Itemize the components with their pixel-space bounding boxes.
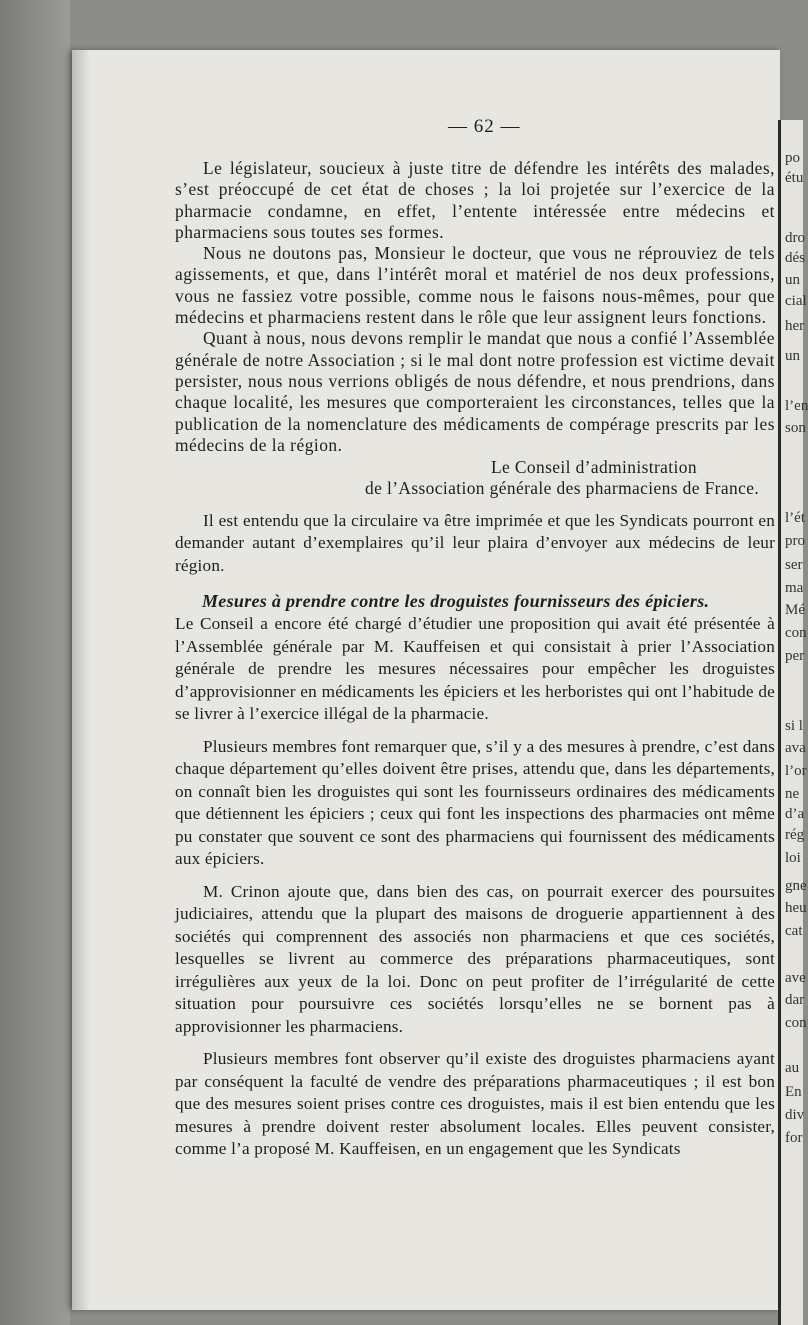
adjacent-fragment: con xyxy=(785,1015,807,1031)
adjacent-fragment: étu xyxy=(785,170,804,186)
adjacent-fragment: rég xyxy=(785,827,805,843)
adjacent-fragment: cial xyxy=(785,293,807,309)
adjacent-fragment: l’or xyxy=(785,763,807,779)
adjacent-fragment: un xyxy=(785,272,800,288)
adjacent-fragment: gne xyxy=(785,878,807,894)
adjacent-fragment: loi xyxy=(785,850,801,866)
scan-background-left xyxy=(0,0,70,1325)
adjacent-fragment: dro xyxy=(785,230,805,246)
adjacent-fragment: her xyxy=(785,318,805,334)
adjacent-fragment: dar xyxy=(785,992,805,1008)
adjacent-fragment: pro xyxy=(785,533,805,549)
adjacent-fragment: ave xyxy=(785,970,806,986)
adjacent-fragment: heu xyxy=(785,900,807,916)
adjacent-fragment: ser xyxy=(785,557,803,573)
spacer xyxy=(175,500,775,510)
adjacent-fragment: si l xyxy=(785,718,803,734)
paragraph: Le Conseil a encore été chargé d’étudier une proposition qui avait été présentée à l’Assemblée générale par M. Kauffeisen et qui consistait à prier l’Association générale de prendre les mesures nécessaires pour empêcher les droguistes d’approvisionner en médicaments les épiciers et les herboristes qui ont l’habitude de se livrer à l’exercice illégal de la pharmacie. xyxy=(175,614,775,724)
paragraph: Quant à nous, nous devons remplir le mandat que nous a confié l’Assemblée générale de notre Association ; si le mal dont notre profession est victime devait persister, nous nous verrions obligés de nous défendre, et nous prendrions, dans chaque localité, les mesures que comporteraient les circonstances, telles que la publication de la nomenclature des médicaments de compérage prescrits par les médecins de la région. xyxy=(175,328,775,455)
page-gutter-shadow xyxy=(72,50,90,1310)
adjacent-fragment: son xyxy=(785,420,806,436)
page-number: — 62 — xyxy=(448,116,521,137)
spacer xyxy=(175,726,775,736)
adjacent-fragment: con xyxy=(785,625,807,641)
adjacent-fragment: per xyxy=(785,648,805,664)
adjacent-fragment: ava xyxy=(785,740,806,756)
section-heading: Mesures à prendre contre les droguistes fournisseurs des épiciers. xyxy=(202,591,710,612)
adjacent-fragment: for xyxy=(785,1130,803,1146)
adjacent-fragment: Mé xyxy=(785,602,805,618)
adjacent-fragment: un xyxy=(785,348,800,364)
adjacent-fragment: l’en xyxy=(785,398,808,414)
signature-line: Le Conseil d’administration xyxy=(491,457,697,478)
adjacent-fragment: l’ét xyxy=(785,510,805,526)
adjacent-fragment: cat xyxy=(785,923,803,939)
paragraph: M. Crinon ajoute que, dans bien des cas, on pourrait exercer des poursuites judiciaires, attendu que la plupart des maisons de droguerie appartiennent à des sociétés qui comprennent des associés non pharmaciens et que ces sociétés, lesquelles se livrent au commerce des préparations pharmaceutiques, sont irrégulières aux yeux de la loi. Donc on peut profiter de l’irrégularité de cette situation pour poursuivre ces sociétés lorsqu’elles ne se bornent pas à approvisionner les pharmaciens. xyxy=(175,881,775,1036)
signature-line: de l’Association générale des pharmaciens de France. xyxy=(365,478,760,499)
spacer xyxy=(175,1038,775,1048)
adjacent-fragment: En xyxy=(785,1084,802,1100)
adjacent-fragment: po xyxy=(785,150,800,166)
adjacent-fragment: ne xyxy=(785,786,800,802)
paragraph: Nous ne doutons pas, Monsieur le docteur, que vous ne réprouviez de tels agissements, et que, dans l’intérêt moral et matériel de nos deux professions, vous ne fassiez votre possible, comme nous le faisons nous-mêmes, pour que médecins et pharmaciens restent dans le rôle que leur assignent leurs fonctions. xyxy=(175,243,775,328)
adjacent-fragment: ma xyxy=(785,580,804,596)
paragraph: Il est entendu que la circulaire va être imprimée et que les Syndicats pourront en demander autant d’exemplaires qu’il leur plaira d’envoyer aux médecins de leur région. xyxy=(175,510,775,575)
paragraph: Plusieurs membres font remarquer que, s’il y a des mesures à prendre, c’est dans chaque département qu’elles doivent être prises, attendu que, dans les départements, on connaît bien les droguistes qui sont les fournisseurs ordinaires des médicaments que détiennent les épiciers ; ceux qui font les inspections des pharmacies ont même pu constater que souvent ce sont des pharmaciens qui fournissent des médicaments aux épiciers. xyxy=(175,736,775,869)
paragraph: Le législateur, soucieux à juste titre de défendre les intérêts des malades, s’est préoccupé de cet état de choses ; la loi projetée sur l’exercice de la pharmacie condamne, en effet, l’entente intéressée entre médecins et pharmaciens sous toutes ses formes. xyxy=(175,158,775,242)
adjacent-fragment: d’a xyxy=(785,806,805,822)
adjacent-fragment: dés xyxy=(785,250,805,266)
adjacent-fragment: div xyxy=(785,1107,805,1123)
adjacent-page-edge xyxy=(778,120,808,1325)
spacer xyxy=(175,871,775,881)
paragraph: Plusieurs membres font observer qu’il existe des droguistes pharmaciens ayant par conséquent la faculté de vendre des préparations pharmaceutiques ; il est bon que des mesures soient prises contre ces droguistes, mais il est bien entendu que les mesures à prendre doivent rester absolument locales. Elles peuvent consister, comme l’a proposé M. Kauffeisen, en un engagement que les Syndicats xyxy=(175,1049,775,1159)
page-text xyxy=(175,158,775,1161)
adjacent-fragment: au xyxy=(785,1060,800,1076)
